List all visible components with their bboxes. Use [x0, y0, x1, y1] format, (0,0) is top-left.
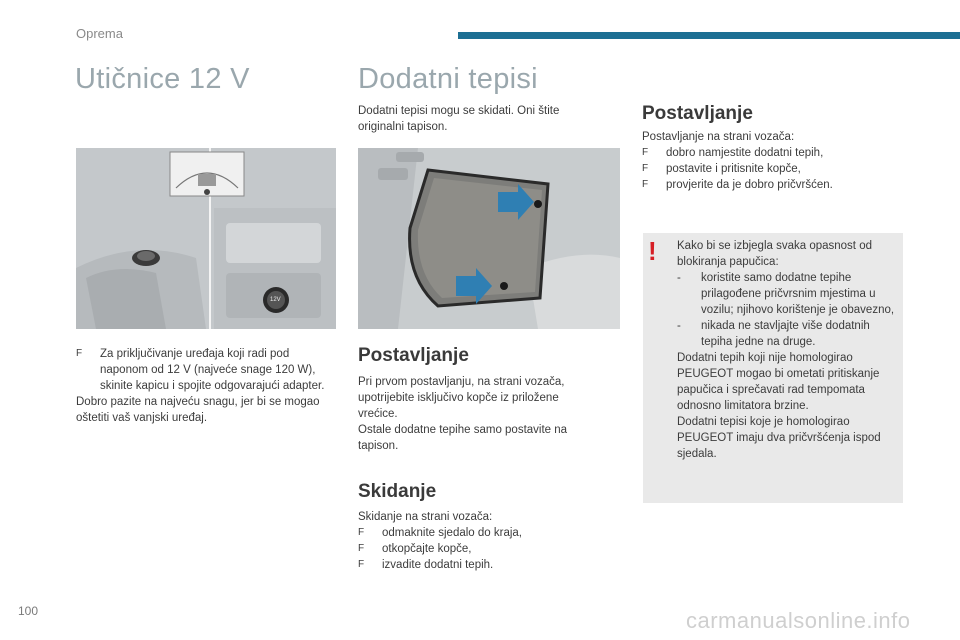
- left-bullet-item: [76, 346, 332, 394]
- skidanje-bullet-item: [358, 557, 598, 573]
- skidanje-bullet-item: [358, 525, 598, 541]
- middle-intro: Dodatni tepisi mogu se skidati. Oni štite originalni tapison.: [358, 105, 560, 133]
- skidanje-intro: Skidanje na strani vozača:: [358, 511, 493, 523]
- right-intro: Postavljanje na strani vozača:: [642, 131, 795, 143]
- bullet-text: odmaknite sjedalo do kraja,: [382, 527, 522, 539]
- title-utičnice: Utičnice 12 V: [75, 63, 250, 95]
- bullet-mark: F: [358, 543, 365, 554]
- watermark: carmanualsonline.info: [686, 608, 911, 633]
- skidanje-bullet-item: [358, 541, 598, 557]
- bullet-text: otkopčajte kopče,: [382, 543, 472, 555]
- right-bullet-item: [642, 145, 902, 161]
- right-bullet-item: [642, 177, 902, 193]
- page-number: 100: [18, 604, 39, 618]
- title-dodatni-tepisi: Dodatni tepisi: [358, 63, 538, 95]
- middle-postavljanje-line: Ostale dodatne tepihe samo postavite na tapison.: [358, 424, 568, 452]
- skidanje-bullet-list: [358, 525, 598, 573]
- section-label: Oprema: [76, 26, 123, 41]
- warning-dash-item: [677, 318, 899, 350]
- bullet-mark: F: [358, 559, 365, 570]
- bullet-mark: F: [358, 527, 365, 538]
- skidanje-body: [358, 509, 598, 573]
- bullet-text: Za priključivanje uređaja koji radi pod naponom od 12 V (najveće snage 120 W), skinite kapicu i spojite odgovarajući adapter.: [100, 348, 325, 392]
- right-postavljanje-body: [642, 129, 902, 193]
- bullet-mark: F: [76, 348, 83, 359]
- dash-text: nikada ne stavljajte više dodatnih tepiha jedne na druge.: [701, 320, 870, 348]
- warning-paragraph: Dodatni tepih koji nije homologirao PEUGEOT mogao bi ometati pritiskanje papučica i sprečavati rad tempomata odnosno limitatora brzine.: [677, 352, 880, 412]
- warning-intro: Kako bi se izbjegla svaka opasnost od blokiranja papučica:: [677, 240, 872, 268]
- socket-image: [76, 148, 336, 329]
- right-bullet-list: [642, 145, 902, 193]
- warning-icon: !: [648, 236, 657, 266]
- bullet-mark: F: [642, 179, 649, 190]
- middle-postavljanje-body: [358, 374, 598, 454]
- right-bullet-item: [642, 161, 902, 177]
- dash-mark: -: [677, 272, 681, 284]
- dash-text: koristite samo dodatne tepihe prilagođene pričvrsnim mjestima u vozilu; njihovo korištenje je obavezno,: [701, 272, 895, 316]
- bullet-text: provjerite da je dobro pričvršćen.: [666, 179, 833, 191]
- heading-skidanje: Skidanje: [358, 481, 437, 502]
- heading-postavljanje-middle: Postavljanje: [358, 345, 469, 366]
- bullet-text: postavite i pritisnite kopče,: [666, 163, 801, 175]
- dash-mark: -: [677, 320, 681, 332]
- floor-mat-image: [358, 148, 620, 329]
- header-accent-bar: [458, 32, 960, 39]
- warning-text: [677, 238, 899, 462]
- socket-12v-label: 12V: [270, 297, 281, 303]
- left-note: Dobro pazite na najveću snagu, jer bi se mogao oštetiti vaš vanjski uređaj.: [76, 396, 320, 424]
- heading-postavljanje-right: Postavljanje: [642, 103, 753, 124]
- warning-paragraph: Dodatni tepisi koje je homologirao PEUGEOT imaju dva pričvršćenja ispod sjedala.: [677, 416, 881, 460]
- middle-postavljanje-line: Pri prvom postavljanju, na strani vozača, upotrijebite isključivo kopče iz priložene vrećice.: [358, 376, 565, 420]
- bullet-mark: F: [642, 147, 649, 158]
- warning-dash-item: [677, 270, 899, 318]
- left-body: [76, 346, 332, 426]
- bullet-text: dobro namjestite dodatni tepih,: [666, 147, 824, 159]
- left-bullet-list: [76, 346, 332, 394]
- bullet-text: izvadite dodatni tepih.: [382, 559, 494, 571]
- bullet-mark: F: [642, 163, 649, 174]
